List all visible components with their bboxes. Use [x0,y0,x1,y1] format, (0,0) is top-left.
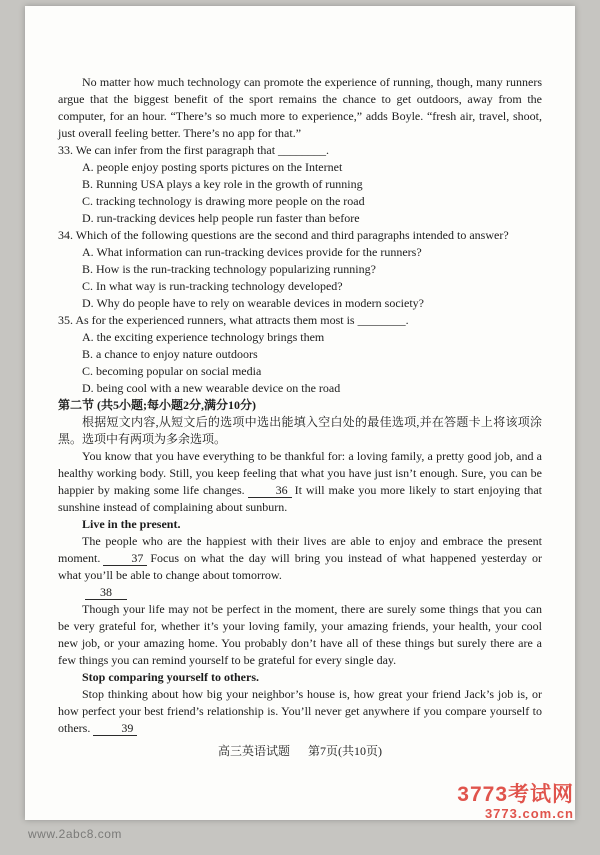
passage-paragraph-3: Though your life may not be perfect in the moment, there are surely some things that you can be very grateful for, whether it’s your loving family, your amazing friends, your health, your cool new job, or your amazing home. You probably don’t have all of these things but surely there are a few things you can remind yourself to be grateful for every single day. [58,602,542,667]
question-34 [58,227,542,312]
question-option: A. the exciting experience technology brings them [82,330,325,344]
passage-paragraph-1 [58,448,542,516]
passage-text: The people who are the happiest with their lives are able to enjoy and embrace the present moment. [58,534,542,565]
question-option: B. How is the run-tracking technology popularizing running? [82,262,376,276]
footer-page-number: 第7页(共10页) [308,744,382,758]
question-option: A. people enjoy posting sports pictures on the Internet [82,160,343,174]
passage-paragraph-2 [58,533,542,584]
blank-38-line [58,584,542,601]
blank-37: 37 [103,552,147,566]
question-option: D. Why do people have to rely on wearable devices in modern society? [82,296,424,310]
exam-page [25,6,575,820]
passage-text: Focus on what the day will bring you instead of what happened yesterday or what you’ll be able to change about tomorrow. [58,551,542,582]
page-footer [58,743,542,760]
passage-subheading-1: Live in the present. [82,517,181,531]
question-stem: 34. Which of the following questions are the second and third paragraphs intended to answer? [58,228,509,242]
watermark-domain: 3773.com.cn [484,806,574,821]
passage-subheading-2: Stop comparing yourself to others. [82,670,259,684]
question-option: A. What information can run-tracking devices provide for the runners? [82,245,422,259]
section-instructions: 根据短文内容,从短文后的选项中选出能填入空白处的最佳选项,并在答题卡上将该项涂黑。选项中有两项为多余选项。 [58,415,542,446]
passage-text: Stop thinking about how big your neighbor’s house is, how great your friend Jack’s job is, or how perfect your best friend’s relationship is. You’ll never get anywhere if you compare yourself to others. [58,687,542,735]
question-option: C. becoming popular on social media [82,364,262,378]
watermark-site-name: 3773考试网 [457,783,574,806]
question-option: B. a chance to enjoy nature outdoors [82,347,258,361]
intro-paragraph: No matter how much technology can promote the experience of running, though, many runners argue that the biggest benefit of the sport remains the chance to get outdoors, away from the computer, for an hour. “There’s so much more to experience,” adds Boyle. “fresh air, travel, shoot, just overall feeling better. There’s no app for that.” [58,75,542,140]
question-option: D. run-tracking devices help people run faster than before [82,211,360,225]
question-33 [58,142,542,227]
passage-text: You know that you have everything to be thankful for: a loving family, a pretty good job, and a healthy working body. Still, you keep feeling that what you have just isn’t enough. Sure, you can be happier by making some life changes. [58,449,542,497]
passage-text: It will make you more likely to start enjoying that sunshine instead of complaining about sunburn. [58,483,542,514]
question-35 [58,312,542,397]
passage-paragraph-4 [58,686,542,737]
blank-38: 38 [85,586,127,600]
blank-39: 39 [93,722,137,736]
question-stem: 35. As for the experienced runners, what attracts them most is ________. [58,313,409,327]
question-option: C. tracking technology is drawing more people on the road [82,194,365,208]
question-stem: 33. We can infer from the first paragraph that ________. [58,143,330,157]
watermark-logo [457,784,574,821]
question-option: D. being cool with a new wearable device on the road [82,381,341,395]
footer-exam-title: 高三英语试题 [217,744,290,758]
section-title: 第二节 (共5小题;每小题2分,满分10分) [58,398,256,412]
question-option: B. Running USA plays a key role in the growth of running [82,177,363,191]
blank-36: 36 [248,484,292,498]
question-option: C. In what way is run-tracking technology developed? [82,279,343,293]
website-url: www.2abc8.com [28,827,122,841]
